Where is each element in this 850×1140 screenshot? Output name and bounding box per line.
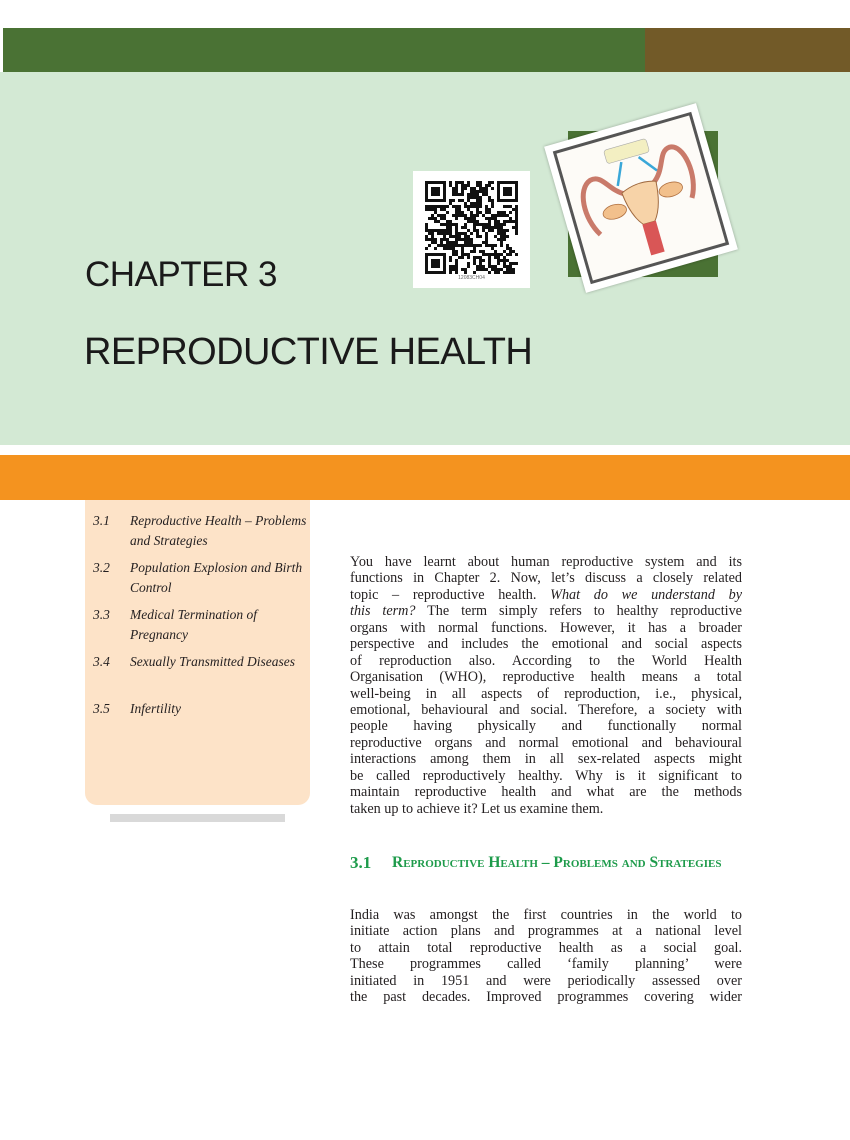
qr-code-id: 12083CH04 [458, 275, 485, 281]
toc-number: 3.3 [93, 607, 110, 622]
toc-number: 3.2 [93, 560, 110, 575]
text-segment: topic – reproductive health. [350, 586, 537, 603]
text-line: emotional, behavioural and social. Therefore, a society with [350, 701, 742, 718]
text-line: the past decades. Improved programmes covering wider [350, 989, 742, 1006]
toc-number: 3.1 [93, 513, 110, 528]
toc-number: 3.4 [93, 654, 110, 669]
sidebar-shadow [110, 814, 285, 822]
toc-label: Medical Termination of Pregnancy [130, 607, 257, 642]
section-number: 3.1 [350, 853, 372, 872]
text-line [350, 587, 742, 603]
toc-number: 3.5 [93, 701, 110, 716]
intro-paragraph [350, 554, 742, 817]
text-line: of reproduction also. According to the World Health [350, 652, 742, 669]
text-line: India was amongst the first countries in the world to [350, 907, 742, 923]
header-brown-bar [645, 28, 850, 72]
section-divider-bar [0, 455, 850, 500]
toc-label: Sexually Transmitted Diseases [130, 654, 295, 669]
text-line: Organisation (WHO), reproductive health means a total [350, 669, 742, 686]
italic-question: this term? [350, 603, 416, 620]
reproductive-system-illustration [556, 116, 725, 281]
toc-label: Infertility [130, 701, 181, 716]
qr-code-icon [425, 181, 518, 274]
text-line: functions in Chapter 2. Now, let’s discuss a closely related [350, 570, 742, 587]
header-green-bar [3, 28, 645, 72]
text-line: organs with normal functions. However, it has a broader [350, 619, 742, 636]
text-line: You have learnt about human reproductive system and its [350, 554, 742, 570]
text-line [350, 603, 742, 619]
section-title: Reproductive Health – Problems and Strategies [392, 854, 722, 871]
text-line: people having physically and functionally normal [350, 718, 742, 735]
text-line: well-being in all aspects of reproduction, i.e., physical, [350, 685, 742, 702]
text-line: interactions among them in all sex-related aspects might [350, 751, 742, 768]
text-line: be called reproductively healthy. Why is it significant to [350, 767, 742, 784]
text-line: maintain reproductive health and what are the methods [350, 784, 742, 801]
chapter-label: CHAPTER 3 [85, 255, 277, 294]
chapter-contents-box [85, 500, 310, 805]
text-line: to attain total reproductive health as a social goal. [350, 939, 742, 956]
text-line: taken up to achieve it? Let us examine them. [350, 800, 604, 817]
qr-code[interactable] [413, 171, 530, 288]
text-line: initiated in 1951 and were periodically assessed over [350, 972, 742, 989]
text-line: perspective and includes the emotional and social aspects [350, 636, 742, 653]
toc-label: Reproductive Health – Problems and Strategies [130, 513, 307, 548]
italic-question: What do we understand by [550, 586, 742, 603]
text-line: initiate action plans and programmes at a national level [350, 923, 742, 940]
toc-label: Population Explosion and Birth Control [130, 560, 303, 595]
text-line: These programmes called ‘family planning’ were [350, 956, 742, 973]
section-paragraph [350, 907, 742, 1006]
text-segment: The term simply refers to healthy reproductive [427, 603, 742, 620]
chapter-title: REPRODUCTIVE HEALTH [84, 331, 533, 373]
text-line: reproductive organs and normal emotional and behavioural [350, 734, 742, 751]
